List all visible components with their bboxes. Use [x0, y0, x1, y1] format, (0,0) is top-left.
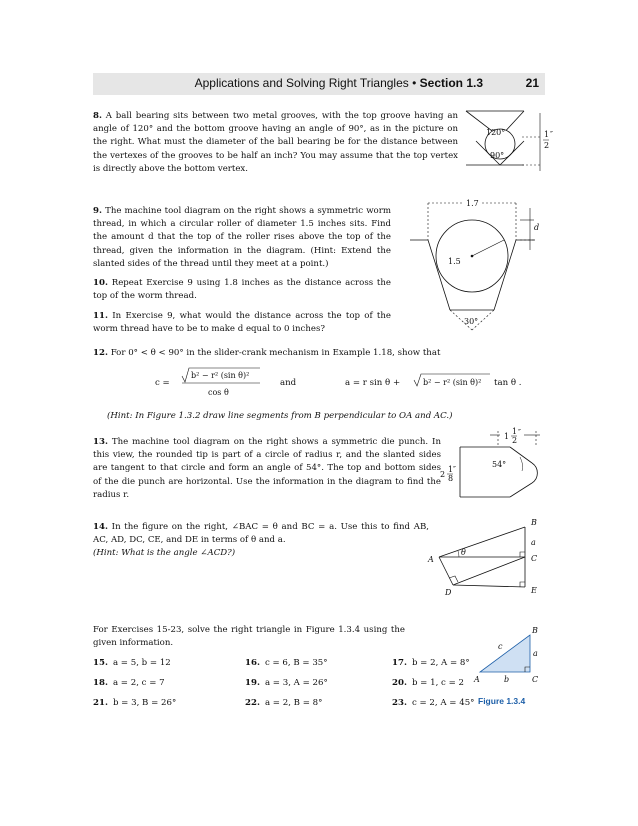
exercise-item — [245, 698, 322, 708]
point-c-label: C — [531, 554, 538, 563]
d-label: d — [534, 223, 540, 232]
punch-slant-top — [510, 447, 532, 463]
eq-and: and — [280, 378, 297, 388]
die-punch-figure — [440, 425, 545, 503]
punch-slant-bottom — [510, 483, 532, 497]
exercise-item — [392, 698, 474, 708]
bottom-angle-label: 90° — [490, 151, 505, 160]
exercise-12-hint: (Hint: In Figure 1.3.2 draw line segments from B perpendicular to OA and AC.) — [107, 411, 453, 421]
right-angle-e — [520, 582, 525, 587]
inch-mark: ″ — [550, 130, 553, 139]
roller-center — [471, 255, 474, 258]
side-a-label: a — [533, 649, 538, 658]
point-b-label: B — [531, 518, 537, 527]
exercise-number: 9. — [93, 206, 102, 216]
exercise-item — [392, 658, 470, 668]
exercise-item — [245, 678, 328, 688]
exercise-number: 16. — [245, 658, 260, 668]
thread-right-side — [494, 240, 516, 310]
exercise-8 — [93, 110, 458, 176]
exercises-intro: For Exercises 15-23, solve the right triangle in Figure 1.3.4 using the given information. — [93, 625, 405, 649]
exercise-text: The machine tool diagram on the right shows a symmetric die punch. In this view, the rounded tip is part of a circle of radius r, and the slanted sides are tangent to that circle and form an angle of 54°. The top and bottom sides of the die punch are horizontal. Use the information in the diagram to find the radius r. — [93, 437, 441, 500]
exercise-text: b = 3, B = 26° — [112, 698, 177, 708]
top-dim-whole: 1 — [504, 432, 510, 441]
exercise-13 — [93, 436, 441, 502]
vertex-c-label: C — [532, 675, 539, 684]
inch-mark: ″ — [453, 465, 456, 474]
triangle-abcde-figure — [425, 515, 545, 597]
exercise-9 — [93, 205, 391, 271]
roller-radius — [472, 240, 504, 256]
left-dim-whole: 2 — [440, 470, 446, 479]
exercise-item — [392, 678, 464, 688]
exercise-text: a = 5, b = 12 — [112, 658, 171, 668]
punch-angle-label: 54° — [492, 460, 507, 469]
exercise-text: For 0° < θ < 90° in the slider-crank mechanism in Example 1.18, show that — [110, 348, 441, 358]
exercise-text: Repeat Exercise 9 using 1.8 inches as the distance across the top of the worm thread. — [93, 278, 391, 302]
inch-mark: ″ — [518, 428, 521, 437]
exercise-14-hint: (Hint: What is the angle ∠ACD?) — [93, 548, 236, 559]
vertex-a-label: A — [474, 675, 480, 684]
eq2-radical — [412, 372, 492, 392]
exercise-number: 21. — [93, 698, 108, 708]
exercise-text: c = 2, A = 45° — [411, 698, 475, 708]
side-a-label: a — [531, 538, 536, 547]
exercise-text: c = 6, B = 35° — [264, 658, 328, 668]
exercise-12 — [93, 347, 543, 360]
left-dim-numerator: 1 — [448, 465, 454, 474]
top-width-label: 1.7 — [466, 199, 479, 208]
exercise-item — [93, 698, 176, 708]
exercise-number: 13. — [93, 437, 108, 447]
ball-bearing-figure — [462, 107, 552, 175]
segment-dc — [453, 557, 525, 585]
exercise-number: 15. — [93, 658, 108, 668]
vertex-b-label: B — [532, 626, 538, 635]
eq2-radicand: b² − r² (sin θ)² — [423, 378, 482, 387]
exercise-item — [245, 658, 328, 668]
theta-label: θ — [461, 548, 466, 557]
point-d-label: D — [445, 588, 452, 597]
exercise-number: 19. — [245, 678, 260, 688]
exercise-10 — [93, 277, 391, 303]
top-angle-label: 120° — [486, 128, 506, 137]
exercise-text: a = 2, B = 8° — [264, 698, 323, 708]
figure-caption: Figure 1.3.4 — [478, 696, 526, 706]
angle-arc — [520, 457, 523, 471]
right-angle-c — [520, 552, 525, 557]
running-header — [93, 73, 545, 95]
exercise-text: a = 3, A = 26° — [264, 678, 328, 688]
thread-angle-label: 30° — [464, 317, 479, 326]
eq2-tail: tan θ . — [494, 378, 522, 388]
exercise-text: The machine tool diagram on the right shows a symmetric worm thread, in which a circular roller of diameter 1.5 inches sits. Find the amount d that the top of the roller rises above the top of the thread, given the information in the diagram. (Hint: Extend the slanted sides of the thread until they meet at a point.) — [93, 206, 391, 269]
exercise-number: 10. — [93, 278, 108, 288]
exercise-number: 23. — [392, 698, 407, 708]
exercise-11 — [93, 310, 391, 336]
exercise-number: 20. — [392, 678, 407, 688]
header-title — [195, 76, 483, 90]
exercise-number: 22. — [245, 698, 260, 708]
distance-numerator: 1 — [544, 130, 550, 139]
chapter-title: Applications and Solving Right Triangles — [194, 76, 409, 90]
eq2-lhs: a = r sin θ + — [345, 378, 401, 388]
theta-arc — [458, 551, 459, 557]
side-b-label: b — [504, 675, 510, 684]
point-e-label: E — [531, 586, 537, 595]
header-bullet: • — [412, 76, 417, 90]
figure-1-3-4 — [470, 625, 545, 685]
eq1-fraction — [180, 366, 262, 400]
segment-ad — [439, 557, 453, 585]
worm-thread-figure — [410, 198, 545, 332]
left-dim-denominator: 8 — [448, 474, 454, 483]
exercise-text: In the figure on the right, ∠BAC = θ and BC = a. Use this to find AB, AC, AD, DC, CE, and DE in terms of θ and a. — [93, 522, 429, 546]
exercise-text: b = 1, c = 2 — [411, 678, 464, 688]
page-number: 21 — [525, 76, 539, 90]
diameter-label: 1.5 — [448, 257, 461, 266]
right-triangle — [480, 635, 530, 672]
distance-denominator: 2 — [544, 141, 550, 150]
punch-rounded-tip — [532, 463, 537, 483]
point-a-label: A — [428, 555, 434, 564]
segment-de — [453, 585, 525, 587]
eq1-lhs: c = — [155, 378, 170, 388]
top-dim-denominator: 2 — [512, 436, 518, 445]
side-c-label: c — [498, 642, 503, 651]
top-dim-numerator: 1 — [512, 427, 518, 436]
exercise-number: 17. — [392, 658, 407, 668]
exercise-14 — [93, 521, 429, 561]
section-label: Section 1.3 — [419, 76, 483, 90]
exercise-number: 11. — [93, 311, 108, 321]
exercise-number: 8. — [93, 111, 102, 121]
exercise-text: In Exercise 9, what would the distance across the top of the worm thread have to be to make d equal to 0 inches? — [93, 311, 391, 335]
exercise-number: 12. — [93, 348, 108, 358]
eq1-numerator: b² − r² (sin θ)² — [191, 371, 250, 380]
thread-left-side — [428, 240, 450, 310]
exercise-text: A ball bearing sits between two metal grooves, with the top groove having an angle of 120° and the bottom groove having an angle of 90°, as in the picture on the right. What must the diameter of the ball bearing be for the distance between the vertexes of the grooves to be half an inch? You may assume that the top vertex is directly above the bottom vertex. — [93, 111, 458, 174]
segment-ab — [439, 527, 525, 557]
exercise-item — [93, 658, 171, 668]
exercise-text: a = 2, c = 7 — [112, 678, 165, 688]
eq1-denominator: cos θ — [208, 388, 229, 397]
exercise-item — [93, 678, 165, 688]
exercise-text: b = 2, A = 8° — [411, 658, 470, 668]
exercise-number: 14. — [93, 522, 108, 532]
exercise-number: 18. — [93, 678, 108, 688]
